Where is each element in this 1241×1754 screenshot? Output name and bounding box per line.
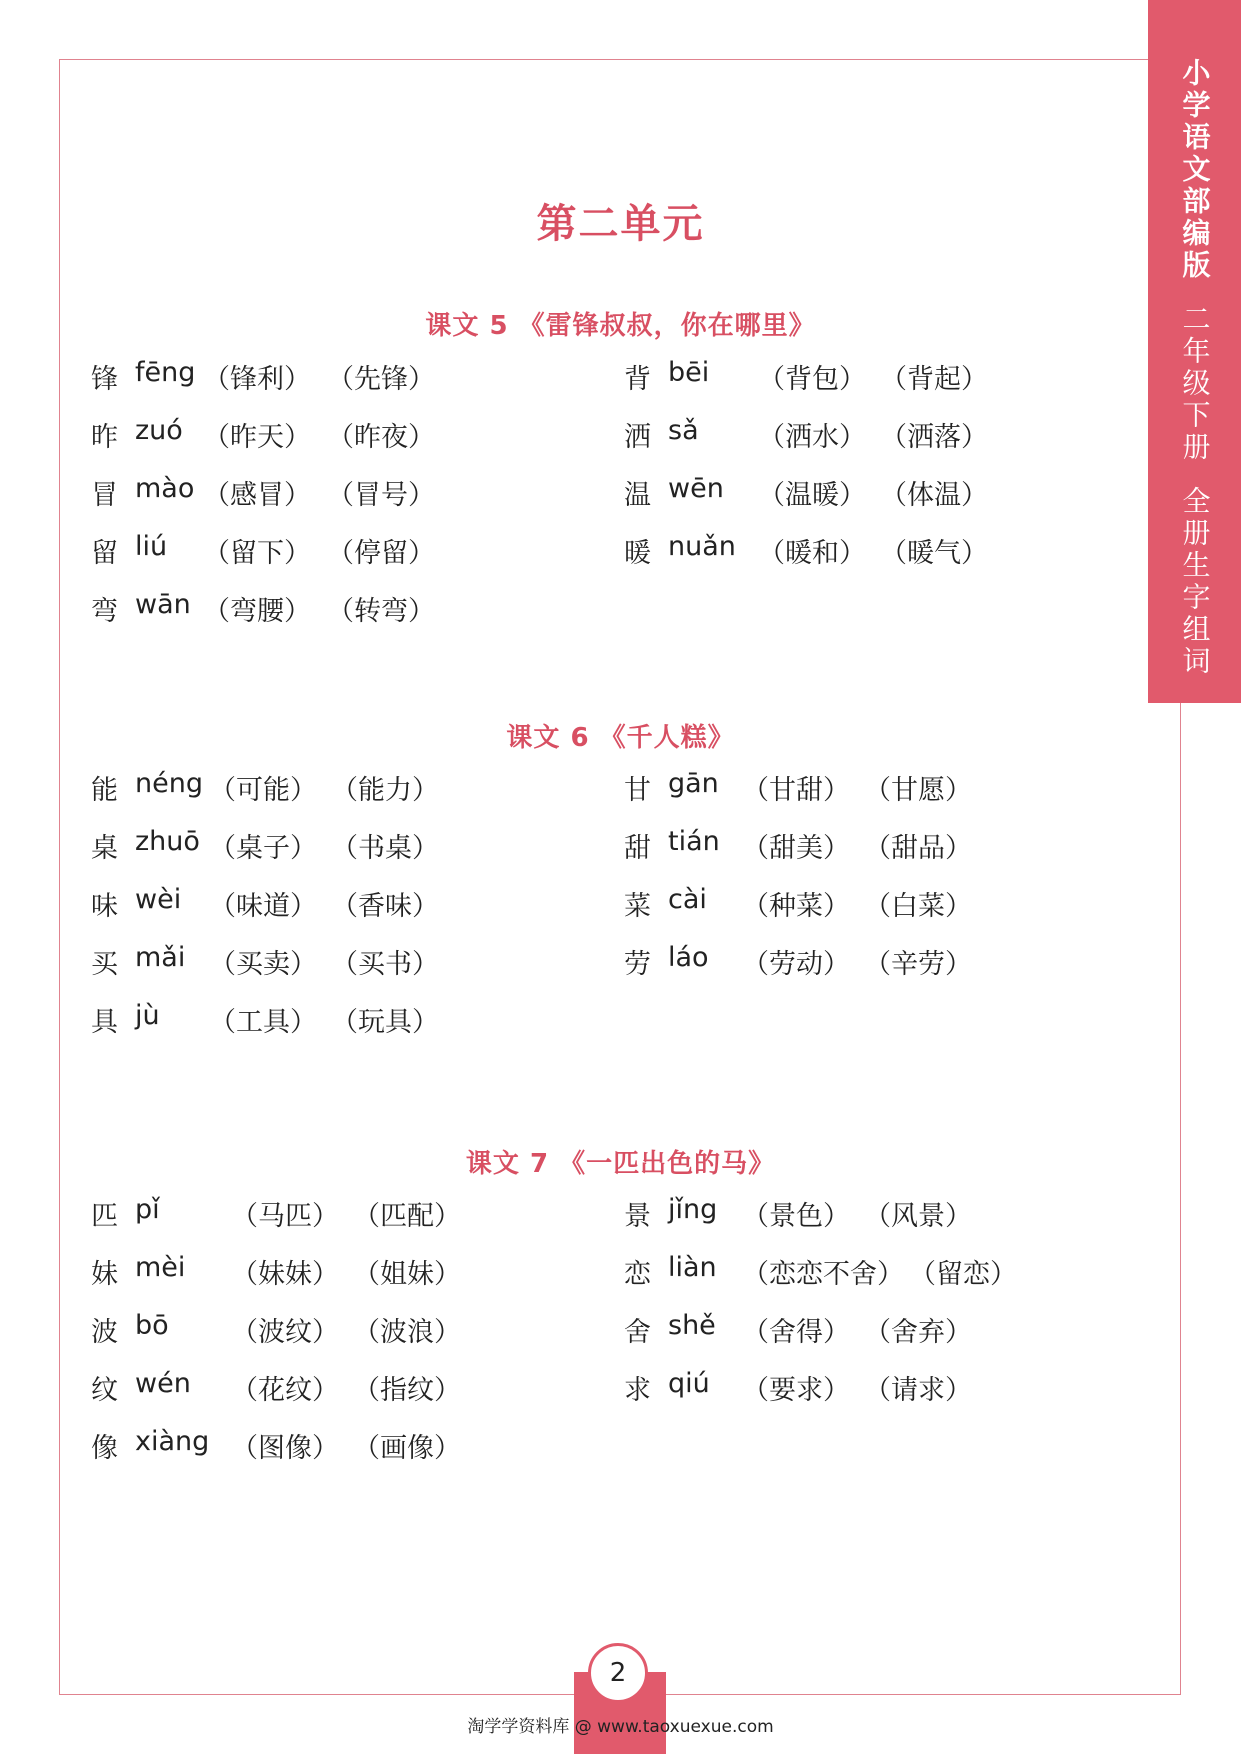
word-example-2: （先锋）: [327, 364, 435, 395]
word-example-2: （停留）: [327, 538, 435, 569]
vocab-entry: [91, 1310, 591, 1350]
word-example-1: （温暖）: [758, 480, 866, 511]
vocab-entry: [624, 1194, 1124, 1234]
vocab-entry: [91, 531, 591, 571]
pinyin: wēn: [668, 473, 724, 504]
word-example-1: （锋利）: [203, 364, 311, 395]
word-example-2: （请求）: [864, 1375, 972, 1406]
hanzi-character: 劳: [624, 949, 651, 980]
vocab-entry: [624, 826, 1124, 866]
word-example-2: （能力）: [331, 775, 439, 806]
word-example-1: （弯腰）: [203, 596, 311, 627]
word-example-2: （冒号）: [327, 480, 435, 511]
word-example-1: （桌子）: [209, 833, 317, 864]
hanzi-character: 洒: [624, 422, 651, 453]
word-example-1: （留下）: [203, 538, 311, 569]
side-tab-series: 小学语文部编版: [1178, 58, 1212, 282]
side-tab-grade: 二年级下册: [1178, 304, 1212, 464]
word-example-2: （昨夜）: [327, 422, 435, 453]
hanzi-character: 具: [91, 1007, 118, 1038]
word-example-2: （洒落）: [880, 422, 988, 453]
vocab-entry: [91, 942, 591, 982]
pinyin: tián: [668, 826, 720, 857]
hanzi-character: 恋: [624, 1259, 651, 1290]
word-example-1: （可能）: [209, 775, 317, 806]
word-example-2: （体温）: [880, 480, 988, 511]
pinyin: sǎ: [668, 415, 699, 446]
word-example-1: （工具）: [209, 1007, 317, 1038]
vocab-entry: [91, 1426, 591, 1466]
vocab-entry: [91, 589, 591, 629]
word-example-1: （背包）: [758, 364, 866, 395]
hanzi-character: 波: [91, 1317, 118, 1348]
word-example-2: （转弯）: [327, 596, 435, 627]
pinyin: mèi: [135, 1252, 186, 1283]
pinyin: zuó: [135, 415, 183, 446]
hanzi-character: 桌: [91, 833, 118, 864]
word-example-2: （书桌）: [331, 833, 439, 864]
word-example-2: （暖气）: [880, 538, 988, 569]
pinyin: bō: [135, 1310, 169, 1341]
hanzi-character: 求: [624, 1375, 651, 1406]
hanzi-character: 甘: [624, 775, 651, 806]
word-example-2: （香味）: [331, 891, 439, 922]
word-example-1: （劳动）: [742, 949, 850, 980]
hanzi-character: 甜: [624, 833, 651, 864]
pinyin: jǐng: [668, 1194, 718, 1225]
word-example-1: （洒水）: [758, 422, 866, 453]
vocab-entry: [624, 884, 1124, 924]
word-example-1: （感冒）: [203, 480, 311, 511]
hanzi-character: 景: [624, 1201, 651, 1232]
word-example-1: （暖和）: [758, 538, 866, 569]
unit-title: 第二单元: [536, 201, 705, 247]
word-example-2: （风景）: [864, 1201, 972, 1232]
vocab-entry: [624, 415, 1124, 455]
hanzi-character: 温: [624, 480, 651, 511]
hanzi-character: 弯: [91, 596, 118, 627]
vocab-entry: [624, 357, 1124, 397]
word-example-2: （舍弃）: [864, 1317, 972, 1348]
hanzi-character: 纹: [91, 1375, 118, 1406]
pinyin: liàn: [668, 1252, 717, 1283]
hanzi-character: 菜: [624, 891, 651, 922]
word-example-2: （辛劳）: [864, 949, 972, 980]
page-number: 2: [588, 1643, 648, 1703]
word-example-2: （指纹）: [353, 1375, 461, 1406]
word-example-1: （要求）: [742, 1375, 850, 1406]
vocab-entry: [624, 768, 1124, 808]
vocab-entry: [624, 531, 1124, 571]
vocab-entry: [91, 826, 591, 866]
word-example-1: （昨天）: [203, 422, 311, 453]
side-tab: [1148, 0, 1241, 703]
word-example-2: （波浪）: [353, 1317, 461, 1348]
pinyin: gān: [668, 768, 719, 799]
word-example-1: （妹妹）: [231, 1259, 339, 1290]
pinyin: pǐ: [135, 1194, 160, 1225]
vocab-entry: [624, 1252, 1124, 1292]
hanzi-character: 像: [91, 1433, 118, 1464]
pinyin: mǎi: [135, 942, 186, 973]
vocab-entry: [624, 473, 1124, 513]
word-example-1: （甘甜）: [742, 775, 850, 806]
word-example-2: （画像）: [353, 1433, 461, 1464]
word-example-2: （买书）: [331, 949, 439, 980]
word-example-2: （留恋）: [909, 1259, 1017, 1290]
pinyin: mào: [135, 473, 195, 504]
vocab-entry: [91, 415, 591, 455]
hanzi-character: 匹: [91, 1201, 118, 1232]
pinyin: liú: [135, 531, 168, 562]
word-example-1: （买卖）: [209, 949, 317, 980]
word-example-2: （甜品）: [864, 833, 972, 864]
pinyin: zhuō: [135, 826, 200, 857]
hanzi-character: 昨: [91, 422, 118, 453]
vocab-entry: [624, 1368, 1124, 1408]
vocab-entry: [624, 942, 1124, 982]
word-example-1: （马匹）: [231, 1201, 339, 1232]
pinyin: láo: [668, 942, 709, 973]
vocab-entry: [91, 1368, 591, 1408]
pinyin: jù: [135, 1000, 160, 1031]
hanzi-character: 妹: [91, 1259, 118, 1290]
pinyin: wān: [135, 589, 191, 620]
pinyin: qiú: [668, 1368, 710, 1399]
word-example-1: （甜美）: [742, 833, 850, 864]
word-example-1: （种菜）: [742, 891, 850, 922]
vocab-entry: [624, 1310, 1124, 1350]
pinyin: cài: [668, 884, 707, 915]
lesson-title: 课文 5 《雷锋叔叔，你在哪里》: [425, 311, 816, 341]
pinyin: bēi: [668, 357, 710, 388]
hanzi-character: 能: [91, 775, 118, 806]
pinyin: shě: [668, 1310, 716, 1341]
pinyin: néng: [135, 768, 203, 799]
hanzi-character: 锋: [91, 364, 118, 395]
pinyin: xiàng: [135, 1426, 210, 1457]
lesson-title: 课文 7 《一匹出色的马》: [465, 1149, 776, 1179]
vocab-entry: [91, 1194, 591, 1234]
hanzi-character: 冒: [91, 480, 118, 511]
vocab-entry: [91, 768, 591, 808]
lesson-title: 课文 6 《千人糕》: [506, 723, 735, 753]
word-example-2: （背起）: [880, 364, 988, 395]
word-example-1: （图像）: [231, 1433, 339, 1464]
vocab-entry: [91, 1000, 591, 1040]
word-example-1: （花纹）: [231, 1375, 339, 1406]
pinyin: nuǎn: [668, 531, 736, 562]
footer-source: 淘学学资料库 @ www.taoxuexue.com: [467, 1717, 774, 1737]
word-example-1: （舍得）: [742, 1317, 850, 1348]
word-example-1: （波纹）: [231, 1317, 339, 1348]
word-example-2: （玩具）: [331, 1007, 439, 1038]
side-tab-subject: 全册生字组词: [1178, 486, 1212, 678]
word-example-2: （甘愿）: [864, 775, 972, 806]
hanzi-character: 买: [91, 949, 118, 980]
hanzi-character: 舍: [624, 1317, 651, 1348]
hanzi-character: 味: [91, 891, 118, 922]
word-example-1: （恋恋不舍）: [742, 1259, 904, 1290]
pinyin: wèi: [135, 884, 182, 915]
vocab-entry: [91, 1252, 591, 1292]
pinyin: fēng: [135, 357, 196, 388]
hanzi-character: 留: [91, 538, 118, 569]
pinyin: wén: [135, 1368, 191, 1399]
word-example-2: （姐妹）: [353, 1259, 461, 1290]
vocab-entry: [91, 884, 591, 924]
vocab-entry: [91, 357, 591, 397]
word-example-1: （景色）: [742, 1201, 850, 1232]
word-example-2: （白菜）: [864, 891, 972, 922]
hanzi-character: 暖: [624, 538, 651, 569]
word-example-1: （味道）: [209, 891, 317, 922]
vocab-entry: [91, 473, 591, 513]
word-example-2: （匹配）: [353, 1201, 461, 1232]
hanzi-character: 背: [624, 364, 651, 395]
